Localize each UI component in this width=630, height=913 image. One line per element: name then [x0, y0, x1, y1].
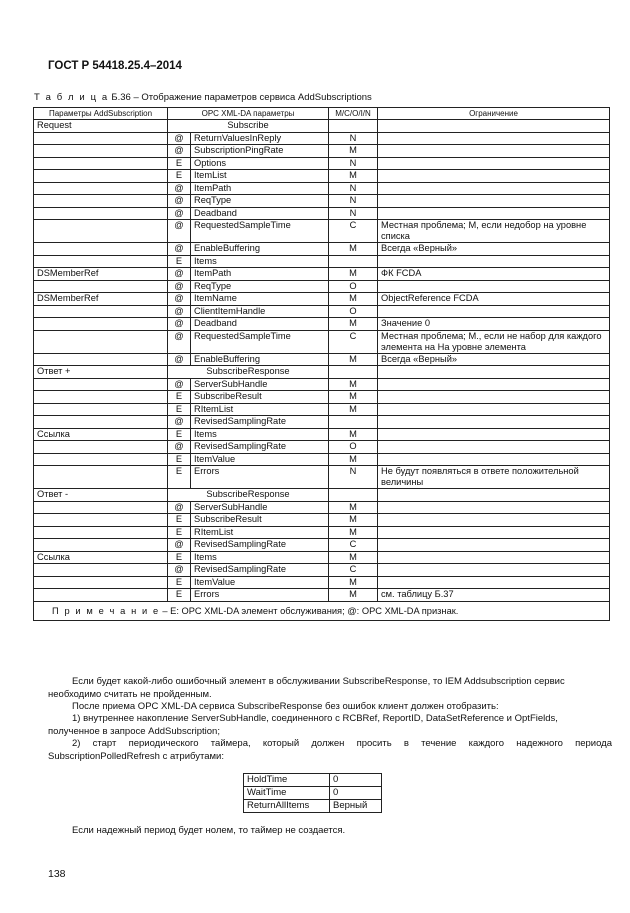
table-row [34, 120, 610, 133]
cell-kind-symbol: E [168, 428, 191, 441]
paragraph-error-element: Если будет какой-либо ошибочный элемент в обслуживании SubscribeResponse, то IEM Addsubscription сервис необходимо считать не пройденным. [48, 676, 565, 700]
cell-kind-symbol: @ [168, 207, 191, 220]
cell-restriction [378, 428, 610, 441]
cell-requirement [329, 120, 378, 133]
cell-kind-symbol: @ [168, 330, 191, 353]
cell-requirement: C [329, 539, 378, 552]
table-row [34, 551, 610, 564]
cell-kind-symbol: E [168, 170, 191, 183]
cell-parameter-name: EnableBuffering [191, 353, 329, 366]
cell-kind-symbol: @ [168, 353, 191, 366]
cell-kind-symbol: @ [168, 378, 191, 391]
cell-requirement [329, 366, 378, 379]
cell-object-name: Subscribe [168, 120, 329, 133]
table-row [34, 220, 610, 243]
cell-restriction [378, 378, 610, 391]
cell-kind-symbol: E [168, 576, 191, 589]
cell-parameter-name: ReqType [191, 195, 329, 208]
cell-section [34, 145, 168, 158]
cell-parameter-name: ClientItemHandle [191, 305, 329, 318]
timer-row [244, 774, 382, 787]
timer-attribute: ReturnAllItems [244, 800, 330, 813]
cell-section: DSMemberRef [34, 293, 168, 306]
cell-requirement: M [329, 243, 378, 256]
cell-kind-symbol: @ [168, 243, 191, 256]
table-row [34, 170, 610, 183]
cell-section [34, 305, 168, 318]
cell-parameter-name: Errors [191, 466, 329, 489]
caption-text: Б.36 – Отображение параметров сервиса AddSubscriptions [108, 92, 372, 103]
cell-section [34, 501, 168, 514]
cell-restriction [378, 391, 610, 404]
table-row [34, 539, 610, 552]
table-row [34, 318, 610, 331]
cell-parameter-name: ItemPath [191, 182, 329, 195]
cell-requirement: O [329, 305, 378, 318]
cell-section [34, 243, 168, 256]
cell-parameter-name: ItemValue [191, 453, 329, 466]
table-row [34, 195, 610, 208]
cell-requirement: N [329, 132, 378, 145]
cell-parameter-name: Items [191, 551, 329, 564]
cell-requirement: M [329, 170, 378, 183]
col-header-opc-params: OPC XML-DA параметры [168, 108, 329, 120]
cell-parameter-name: RevisedSamplingRate [191, 539, 329, 552]
table-row [34, 526, 610, 539]
cell-restriction: Не будут появляться в ответе положительной величины [378, 466, 610, 489]
cell-kind-symbol: @ [168, 501, 191, 514]
cell-requirement: N [329, 182, 378, 195]
cell-section [34, 330, 168, 353]
cell-restriction [378, 501, 610, 514]
cell-kind-symbol: E [168, 589, 191, 602]
table-row [34, 293, 610, 306]
cell-section [34, 353, 168, 366]
cell-parameter-name: Deadband [191, 318, 329, 331]
cell-restriction [378, 514, 610, 527]
note-label: П р и м е ч а н и е [52, 605, 160, 616]
cell-restriction [378, 416, 610, 429]
cell-requirement: M [329, 403, 378, 416]
table-row [34, 514, 610, 527]
table-row [34, 466, 610, 489]
cell-kind-symbol: E [168, 157, 191, 170]
table-row [34, 280, 610, 293]
paragraph-item-2: 2) старт периодического таймера, который должен просить в течение каждого надежного периода SubscriptionPolledRefresh с атрибутами: [48, 738, 612, 762]
cell-section [34, 195, 168, 208]
cell-requirement: M [329, 589, 378, 602]
cell-section [34, 207, 168, 220]
cell-parameter-name: Items [191, 428, 329, 441]
cell-requirement: N [329, 157, 378, 170]
cell-requirement: M [329, 576, 378, 589]
timer-value: 0 [330, 774, 382, 787]
cell-requirement: M [329, 318, 378, 331]
cell-section [34, 589, 168, 602]
cell-restriction [378, 280, 610, 293]
cell-kind-symbol: @ [168, 441, 191, 454]
table-row [34, 564, 610, 577]
cell-requirement: M [329, 453, 378, 466]
cell-restriction [378, 576, 610, 589]
table-note-row [34, 601, 610, 620]
table-row [34, 243, 610, 256]
col-header-restriction: Ограничение [378, 108, 610, 120]
cell-section [34, 539, 168, 552]
cell-section [34, 132, 168, 145]
cell-section [34, 182, 168, 195]
cell-section: Ссылка [34, 551, 168, 564]
table-row [34, 403, 610, 416]
timer-attribute: HoldTime [244, 774, 330, 787]
cell-restriction: ObjectReference FCDA [378, 293, 610, 306]
cell-kind-symbol: @ [168, 280, 191, 293]
cell-parameter-name: SubscribeResult [191, 514, 329, 527]
cell-restriction: Местная проблема; М., если не набор для каждого элемента на На уровне элемента [378, 330, 610, 353]
cell-restriction [378, 551, 610, 564]
cell-parameter-name: ReqType [191, 280, 329, 293]
cell-kind-symbol: @ [168, 195, 191, 208]
cell-requirement: M [329, 428, 378, 441]
cell-requirement: N [329, 466, 378, 489]
cell-requirement [329, 416, 378, 429]
cell-restriction: Значение 0 [378, 318, 610, 331]
cell-requirement: M [329, 268, 378, 281]
col-header-addsubscription: Параметры AddSubscription [34, 108, 168, 120]
cell-section [34, 576, 168, 589]
note-text: – Е: OPC XML-DA элемент обслуживания; @: OPC XML-DA признак. [159, 605, 459, 616]
cell-section [34, 220, 168, 243]
cell-parameter-name: ItemList [191, 170, 329, 183]
cell-kind-symbol: @ [168, 293, 191, 306]
cell-kind-symbol: @ [168, 132, 191, 145]
cell-kind-symbol: E [168, 514, 191, 527]
cell-parameter-name: SubscribeResult [191, 391, 329, 404]
cell-restriction [378, 489, 610, 502]
cell-restriction: Всегда «Верный» [378, 353, 610, 366]
timer-row [244, 787, 382, 800]
cell-parameter-name: ItemName [191, 293, 329, 306]
timer-row [244, 800, 382, 813]
table-row [34, 255, 610, 268]
table-header-row [34, 108, 610, 120]
cell-restriction: Всегда «Верный» [378, 243, 610, 256]
cell-parameter-name: ServerSubHandle [191, 378, 329, 391]
cell-parameter-name: EnableBuffering [191, 243, 329, 256]
cell-restriction [378, 170, 610, 183]
cell-parameter-name: RItemList [191, 526, 329, 539]
table-row [34, 157, 610, 170]
cell-restriction: ФК FCDA [378, 268, 610, 281]
cell-section: Ответ - [34, 489, 168, 502]
table-row [34, 132, 610, 145]
cell-parameter-name: ServerSubHandle [191, 501, 329, 514]
cell-parameter-name: RequestedSampleTime [191, 220, 329, 243]
col-header-requirement: М/С/О/I/N [329, 108, 378, 120]
cell-section [34, 403, 168, 416]
cell-restriction [378, 403, 610, 416]
cell-section: Ссылка [34, 428, 168, 441]
cell-section [34, 318, 168, 331]
cell-requirement: O [329, 280, 378, 293]
cell-section: Ответ + [34, 366, 168, 379]
cell-object-name: SubscribeResponse [168, 366, 329, 379]
cell-section [34, 280, 168, 293]
table-row [34, 330, 610, 353]
cell-section [34, 416, 168, 429]
cell-requirement: M [329, 391, 378, 404]
cell-kind-symbol: E [168, 526, 191, 539]
cell-restriction: Местная проблема; М, если недобор на уровне списка [378, 220, 610, 243]
cell-restriction [378, 366, 610, 379]
cell-requirement: C [329, 330, 378, 353]
parameter-mapping-table [33, 107, 610, 621]
document-header: ГОСТ Р 54418.25.4–2014 [48, 60, 182, 72]
cell-parameter-name: Deadband [191, 207, 329, 220]
cell-parameter-name: RevisedSamplingRate [191, 416, 329, 429]
cell-requirement: M [329, 378, 378, 391]
cell-object-name: SubscribeResponse [168, 489, 329, 502]
table-row [34, 416, 610, 429]
table-row [34, 489, 610, 502]
cell-kind-symbol: @ [168, 305, 191, 318]
cell-restriction [378, 120, 610, 133]
table-row [34, 589, 610, 602]
cell-kind-symbol: @ [168, 318, 191, 331]
table-row [34, 207, 610, 220]
caption-label: Т а б л и ц а [34, 92, 109, 103]
table-row [34, 378, 610, 391]
cell-kind-symbol: @ [168, 539, 191, 552]
cell-requirement: C [329, 220, 378, 243]
cell-restriction [378, 453, 610, 466]
cell-parameter-name: RItemList [191, 403, 329, 416]
cell-parameter-name: RequestedSampleTime [191, 330, 329, 353]
cell-requirement: O [329, 441, 378, 454]
cell-section [34, 170, 168, 183]
cell-kind-symbol: E [168, 551, 191, 564]
page-number: 138 [48, 868, 66, 880]
cell-requirement: M [329, 526, 378, 539]
cell-section [34, 391, 168, 404]
cell-section [34, 453, 168, 466]
paragraph-item-1: 1) внутреннее накопление ServerSubHandle, соединенного с RCBRef, ReportID, DataSetReference и OptFields, полученное в запросе AddSubscription; [48, 713, 558, 737]
table-row [34, 268, 610, 281]
cell-restriction [378, 305, 610, 318]
cell-section [34, 378, 168, 391]
cell-section [34, 157, 168, 170]
cell-requirement: M [329, 145, 378, 158]
cell-parameter-name: ReturnValuesInReply [191, 132, 329, 145]
cell-section [34, 526, 168, 539]
table-row [34, 305, 610, 318]
cell-restriction [378, 255, 610, 268]
cell-restriction [378, 195, 610, 208]
table-row [34, 576, 610, 589]
cell-requirement: M [329, 514, 378, 527]
cell-section [34, 441, 168, 454]
table-row [34, 501, 610, 514]
cell-parameter-name: Options [191, 157, 329, 170]
cell-restriction [378, 526, 610, 539]
cell-kind-symbol: E [168, 255, 191, 268]
cell-section [34, 255, 168, 268]
cell-requirement: N [329, 207, 378, 220]
paragraph-zero-period: Если надежный период будет нолем, то таймер не создается. [72, 825, 346, 836]
cell-restriction [378, 145, 610, 158]
table-row [34, 428, 610, 441]
cell-kind-symbol: @ [168, 268, 191, 281]
cell-kind-symbol: E [168, 391, 191, 404]
cell-section: DSMemberRef [34, 268, 168, 281]
cell-restriction [378, 564, 610, 577]
table-row [34, 453, 610, 466]
cell-restriction [378, 207, 610, 220]
cell-restriction: см. таблицу Б.37 [378, 589, 610, 602]
cell-requirement: M [329, 551, 378, 564]
cell-requirement: M [329, 353, 378, 366]
cell-parameter-name: Items [191, 255, 329, 268]
cell-kind-symbol: @ [168, 145, 191, 158]
cell-requirement: M [329, 501, 378, 514]
cell-parameter-name: RevisedSamplingRate [191, 564, 329, 577]
table-row [34, 353, 610, 366]
cell-kind-symbol: E [168, 453, 191, 466]
table-row [34, 182, 610, 195]
table-caption [34, 92, 372, 103]
paragraph-after-response: После приема OPC XML-DA сервиса SubscribeResponse без ошибок клиент должен отобразить: [72, 701, 499, 712]
cell-requirement [329, 489, 378, 502]
timer-value: 0 [330, 787, 382, 800]
table-note [34, 601, 610, 620]
cell-restriction [378, 182, 610, 195]
cell-section [34, 514, 168, 527]
cell-restriction [378, 132, 610, 145]
cell-kind-symbol: E [168, 466, 191, 489]
cell-kind-symbol: @ [168, 220, 191, 243]
timer-attributes-table [243, 773, 382, 813]
cell-restriction [378, 157, 610, 170]
cell-kind-symbol: E [168, 403, 191, 416]
cell-requirement: M [329, 293, 378, 306]
cell-section [34, 466, 168, 489]
cell-parameter-name: SubscriptionPingRate [191, 145, 329, 158]
cell-kind-symbol: @ [168, 416, 191, 429]
cell-requirement [329, 255, 378, 268]
cell-parameter-name: Errors [191, 589, 329, 602]
cell-parameter-name: RevisedSamplingRate [191, 441, 329, 454]
cell-kind-symbol: @ [168, 564, 191, 577]
cell-restriction [378, 441, 610, 454]
cell-requirement: N [329, 195, 378, 208]
table-row [34, 441, 610, 454]
table-row [34, 145, 610, 158]
cell-restriction [378, 539, 610, 552]
timer-attribute: WaitTime [244, 787, 330, 800]
cell-parameter-name: ItemPath [191, 268, 329, 281]
cell-section: Request [34, 120, 168, 133]
cell-parameter-name: ItemValue [191, 576, 329, 589]
cell-section [34, 564, 168, 577]
cell-kind-symbol: @ [168, 182, 191, 195]
table-row [34, 366, 610, 379]
cell-requirement: C [329, 564, 378, 577]
timer-value: Верный [330, 800, 382, 813]
table-row [34, 391, 610, 404]
